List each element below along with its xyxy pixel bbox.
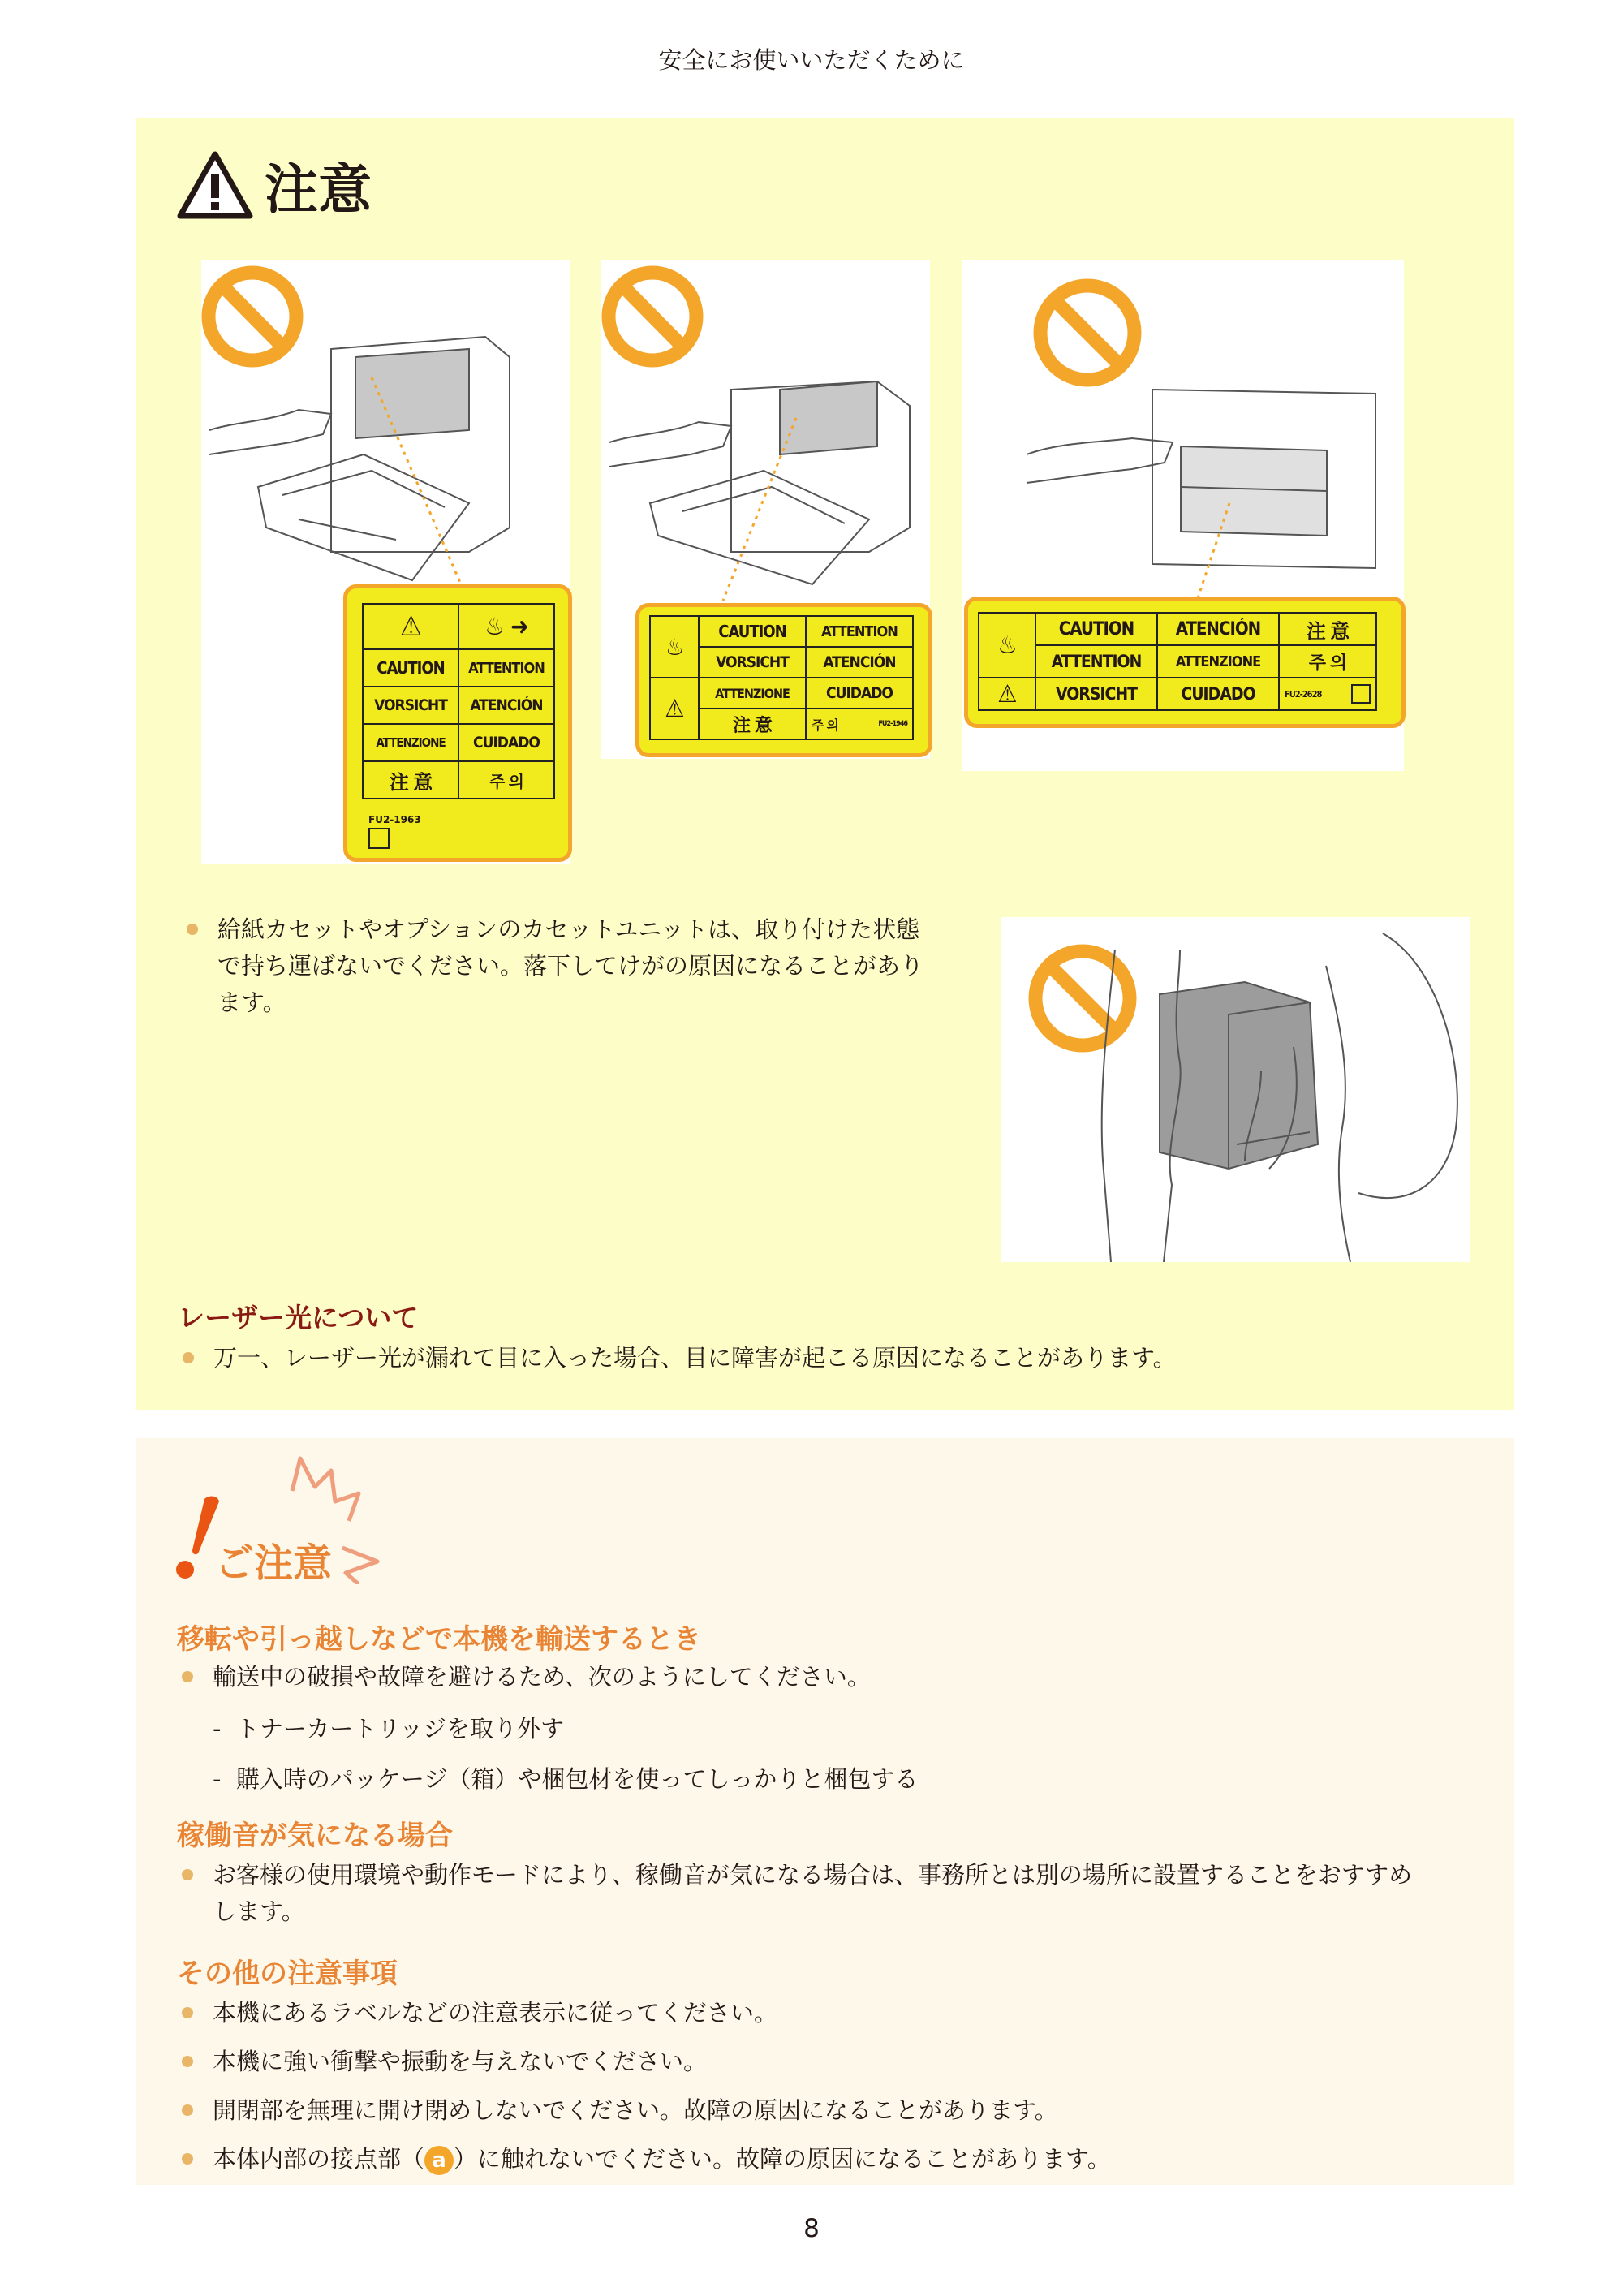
label-text: VORSICHT [700, 648, 807, 678]
caution-label-1 [343, 584, 572, 862]
bullet-laser [178, 1340, 1512, 1376]
contacts-text-after: ）に触れないでください。故障の原因になることがあります。 [454, 2145, 1111, 2173]
warning-triangle-icon: ⚠ [651, 678, 700, 740]
label-text: 注 意 [700, 709, 807, 740]
noise-line: します。 [213, 1898, 305, 1925]
laser-heading: レーザー光について [178, 1302, 419, 1333]
label-text: VORSICHT [364, 687, 459, 725]
label-code: FU2-2628 [1285, 688, 1322, 700]
bullet-shock [177, 2044, 1511, 2080]
label-text: CUIDADO [807, 678, 914, 709]
notice-title [170, 1454, 414, 1584]
label-text: 주 의 [1280, 646, 1377, 678]
prohibited-icon [1040, 286, 1134, 380]
warning-triangle-icon [177, 151, 253, 219]
cassette-line: で持ち運ばないでください。落下してけがの原因になることがあり [217, 952, 924, 980]
label-text: 注 意 [364, 762, 459, 799]
dash-marker: - [213, 1765, 236, 1793]
hot-surface-icon: ♨ [651, 617, 700, 678]
bullet-dot [182, 1671, 193, 1682]
sub-item-pack [213, 1761, 918, 1798]
caution-heading: 注意 [265, 158, 372, 221]
page-header: 安全にお使いいただくために [658, 46, 965, 74]
bullet-dot [183, 1352, 194, 1363]
figure-carrying-printer [1001, 917, 1470, 1262]
bullet-contacts [177, 2141, 1511, 2178]
label-text: ATTENZIONE [1158, 646, 1280, 678]
label-text: CUIDADO [459, 725, 555, 762]
other-text: 開閉部を無理に開け閉めしないでください。故障の原因になることがあります。 [213, 2096, 1058, 2124]
caution-box [136, 118, 1514, 1410]
label-check-box [1351, 684, 1371, 704]
label-code-cell [807, 709, 914, 740]
notice-heading: ご注意 [215, 1540, 333, 1586]
transport-heading: 移転や引っ越しなどで本機を輸送するとき [177, 1623, 701, 1656]
noise-line: お客様の使用環境や動作モードにより、稼働音が気になる場合は、事務所とは別の場所に設置することをおすすめ [213, 1861, 1413, 1889]
bullet-dot [182, 2104, 193, 2116]
label-text: ATTENZIONE [364, 725, 459, 762]
prohibited-icon [1035, 951, 1130, 1045]
bullet-dot [182, 1869, 193, 1880]
label-text: CAUTION [1036, 614, 1158, 646]
transport-text: 輸送中の破損や故障を避けるため、次のようにしてください。 [213, 1663, 871, 1691]
hot-surface-icon: ♨ [979, 614, 1036, 678]
bullet-transport [177, 1659, 1511, 1695]
sub-item-remove-toner [213, 1711, 564, 1747]
label-text: ATTENTION [1036, 646, 1158, 678]
label-code: FU2-1946 [878, 720, 907, 728]
contact-point-a-icon: a [424, 2146, 454, 2175]
sub-item-text: 購入時のパッケージ（箱）や梱包材を使ってしっかりと梱包する [235, 1765, 919, 1793]
other-text: 本機に強い衝撃や振動を与えないでください。 [213, 2048, 708, 2075]
laser-text: 万一、レーザー光が漏れて目に入った場合、目に障害が起こる原因になることがあります。 [213, 1344, 1177, 1372]
bullet-noise [177, 1857, 1543, 1930]
label-code: FU2-1963 [368, 814, 421, 825]
prohibited-icon [609, 273, 696, 360]
bullet-cassette [182, 911, 1045, 1021]
hot-surface-arrow-icon: ♨ ➜ [459, 605, 555, 650]
caution-label-2 [635, 603, 932, 757]
label-text: ATTENTION [459, 650, 555, 687]
other-text: 本機にあるラベルなどの注意表示に従ってください。 [213, 1999, 778, 2027]
sub-item-text: トナーカートリッジを取り外す [235, 1715, 565, 1742]
label-text: ATENCIÓN [807, 648, 914, 678]
bullet-dot [182, 2056, 193, 2067]
bullet-dot [187, 924, 198, 935]
label-text: VORSICHT [1036, 678, 1158, 711]
contacts-text-before: 本体内部の接点部（ [213, 2145, 425, 2173]
noise-heading: 稼働音が気になる場合 [177, 1820, 453, 1852]
bullet-dot [182, 2007, 193, 2018]
label-text: ATENCIÓN [1158, 614, 1280, 646]
label-code-cell [1280, 678, 1377, 711]
warning-triangle-icon: ⚠ [364, 605, 459, 650]
bullet-labels [177, 1995, 1511, 2031]
notice-box [136, 1438, 1514, 2185]
bullet-dot [182, 2153, 193, 2165]
label-text: ATTENTION [807, 617, 914, 648]
label-check-box [368, 828, 390, 849]
label-text: CUIDADO [1158, 678, 1280, 711]
warning-triangle-icon: ⚠ [979, 678, 1036, 711]
contacts-text [213, 2141, 1511, 2178]
cassette-line: 給紙カセットやオプションのカセットユニットは、取り付けた状態 [217, 915, 920, 943]
label-text: 注 意 [1280, 614, 1377, 646]
caution-label-3 [964, 597, 1406, 728]
dash-marker: - [213, 1715, 236, 1742]
label-text: ATENCIÓN [459, 687, 555, 725]
cassette-line: ます。 [217, 989, 286, 1016]
label-text: ATTENZIONE [700, 678, 807, 709]
bullet-open-close [177, 2092, 1511, 2129]
label-text: 주 의 [459, 762, 555, 799]
prohibited-icon [209, 273, 296, 360]
label-text: CAUTION [700, 617, 807, 648]
other-heading: その他の注意事項 [177, 1958, 398, 1990]
caution-title [177, 146, 372, 223]
page-number: 8 [803, 2214, 820, 2243]
label-text: 주 의 [812, 717, 838, 733]
label-text: CAUTION [364, 650, 459, 687]
